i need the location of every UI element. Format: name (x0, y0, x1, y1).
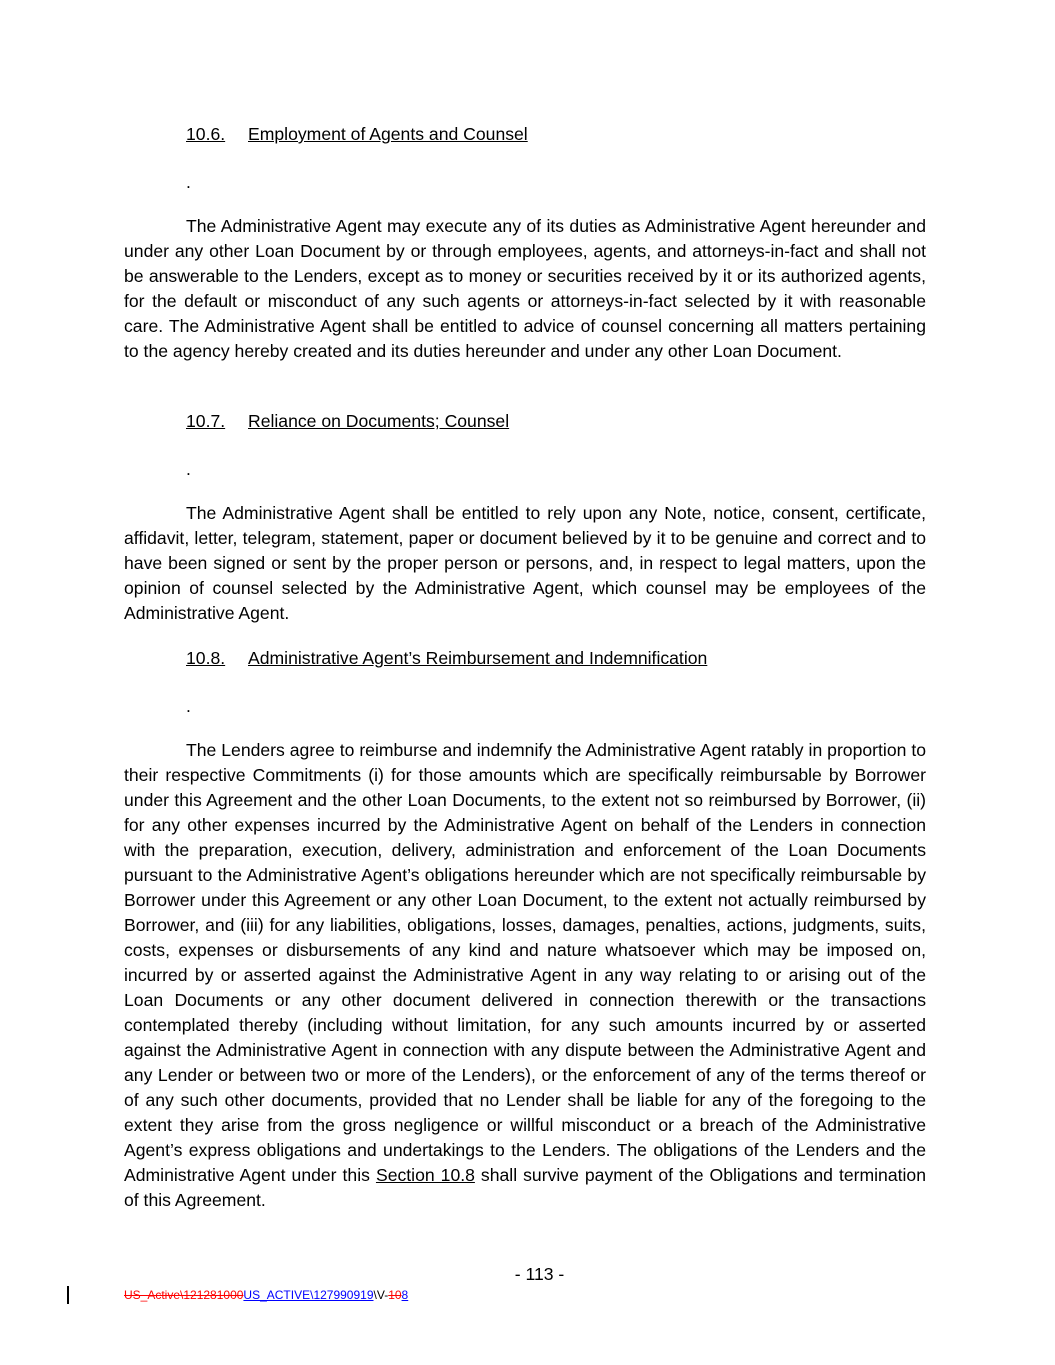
version-prefix: \V- (373, 1288, 389, 1302)
inserted-doc-id: US_ACTIVE\127990919 (243, 1288, 374, 1302)
deleted-version: 10 (388, 1288, 402, 1302)
heading-period: . (186, 459, 191, 479)
deleted-doc-id: US_Active\121281000 (124, 1288, 244, 1302)
section-10-6-paragraph: The Administrative Agent may execute any of its duties as Administrative Agent hereunder and under any other Loan Document by or through employees, agents, and attorneys-in-fact and shall not be answerable to the Lenders, except as to money or securities received by it or its authorized agents, for the default or misconduct of any such agents or attorneys-in-fact selected by it with reasonable care. The Administrative Agent shall be entitled to advice of counsel concerning all matters pertaining to the agency hereby created and its duties hereunder and under any other Loan Document. (124, 216, 926, 361)
section-10-6-heading (186, 122, 528, 147)
inserted-version: 8 (401, 1288, 409, 1302)
section-title: Reliance on Documents; Counsel (248, 411, 510, 431)
section-10-7-paragraph: The Administrative Agent shall be entitled to rely upon any Note, notice, consent, certificate, affidavit, letter, telegram, statement, paper or document believed by it to be genuine and correct and to have been signed or sent by the proper person or persons, and, in respect to legal matters, upon the opinion of counsel selected by the Administrative Agent, which counsel may be employees of the Administrative Agent. (124, 503, 926, 623)
section-10-8-paragraph (124, 738, 926, 1213)
section-number: 10.7. (186, 411, 226, 431)
paragraph-text: The Lenders agree to reimburse and indemnify the Administrative Agent ratably in proportion to their respective Commitments (i) for those amounts which are specifically reimbursable by Borrower under this Agreement and the other Loan Documents, to the extent not so reimbursed by Borrower, (ii) for any other expenses incurred by the Administrative Agent on behalf of the Lenders in connection with the preparation, execution, delivery, administration and enforcement of the Loan Documents pursuant to the Administrative Agent’s obligations hereunder which are not specifically reimbursable by Borrower under this Agreement or any other Loan Document, to the extent not actually reimbursed by Borrower, and (iii) for any liabilities, obligations, losses, damages, penalties, actions, judgments, suits, costs, expenses or disbursements of any kind and nature whatsoever which may be imposed on, incurred by or asserted against the Administrative Agent in any way relating to or arising out of the Loan Documents or any other document delivered in connection therewith or the transactions contemplated thereby (including without limitation, for any such amounts incurred by or asserted against the Administrative Agent in connection with any dispute between the Administrative Agent and any Lender or between two or more of the Lenders), or the enforcement of any of the terms thereof or of any such other documents, provided that no Lender shall be liable for any of the foregoing to the extent they arise from the gross negligence or willful misconduct or a breach of the Administrative Agent’s express obligations and undertakings to the Lenders. The obligations of the Lenders and the Administrative Agent under this (124, 740, 926, 1185)
section-number: 10.6. (186, 124, 226, 144)
change-bar (67, 1286, 69, 1304)
section-10-7-heading (186, 409, 509, 434)
section-number: 10.8. (186, 648, 226, 668)
section-title: Administrative Agent’s Reimbursement and Indemnification (248, 648, 708, 668)
heading-period: . (186, 172, 191, 192)
document-id-footer (124, 1287, 408, 1303)
section-title: Employment of Agents and Counsel (248, 124, 528, 144)
section-reference-link[interactable]: Section 10.8 (375, 1165, 475, 1185)
page-number: - 113 - (514, 1264, 565, 1284)
heading-period: . (186, 696, 191, 716)
section-10-8-heading (186, 646, 707, 671)
paragraph-text-end: shall survive payment of the Obligations and termination of this Agreement. (124, 1165, 926, 1210)
